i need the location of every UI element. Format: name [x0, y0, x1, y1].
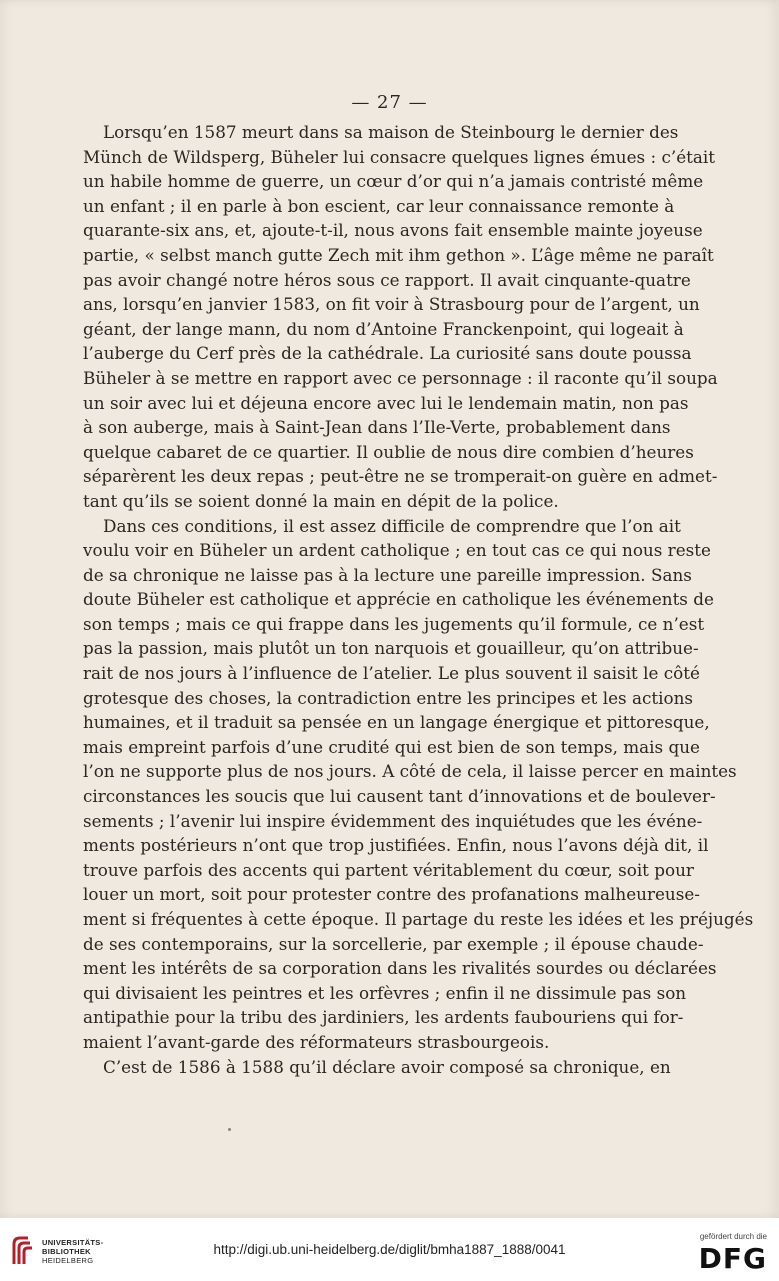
text-line: séparèrent les deux repas ; peut-être ne se tromperait-on guère en admet-: [83, 466, 718, 487]
page-number: — 27 —: [351, 92, 428, 113]
text-line: pas la passion, mais plutôt un ton narquois et gouailleur, qu’on attribue-: [83, 638, 699, 659]
text-line: mais empreint parfois d’une crudité qui est bien de son temps, mais que: [83, 736, 700, 757]
text-line: Lorsqu’en 1587 meurt dans sa maison de Steinbourg le dernier des: [103, 122, 679, 142]
text-line: ments postérieurs n’ont que trop justifiées. Enfin, nous l’avons déjà dit, il: [83, 835, 709, 856]
text-line: à son auberge, mais à Saint-Jean dans l’Ile-Verte, probablement dans: [83, 417, 671, 438]
paragraph-3: [83, 1055, 671, 1080]
text-line: doute Büheler est catholique et apprécie en catholique les événements de: [83, 589, 714, 610]
text-line: humaines, et il traduit sa pensée en un langage énergique et pittoresque,: [83, 712, 710, 733]
text-line: géant, der lange mann, du nom d’Antoine Franckenpoint, qui logeait à: [83, 318, 684, 339]
text-line: antipathie pour la tribu des jardiniers, les ardents faubouriens qui for-: [83, 1007, 684, 1028]
text-line: C’est de 1586 à 1588 qu’il déclare avoir composé sa chronique, en: [103, 1056, 671, 1077]
text-line: l’on ne supporte plus de nos jours. A côté de cela, il laisse percer en maintes: [83, 761, 737, 782]
text-line: un soir avec lui et déjeuna encore avec lui le lendemain matin, non pas: [83, 392, 689, 413]
text-line: maient l’avant-garde des réformateurs strasbourgeois.: [83, 1031, 550, 1052]
text-line: ment si fréquentes à cette époque. Il partage du reste les idées et les préjugés: [83, 909, 754, 929]
page-speck: [228, 1128, 231, 1131]
paragraph-1: [83, 120, 718, 514]
text-line: un habile homme de guerre, un cœur d’or qui n’a jamais contristé même: [83, 171, 704, 192]
paragraph-2: [83, 514, 754, 1055]
library-name-line: UNIVERSITÄTS-: [42, 1238, 104, 1247]
text-line: partie, « selbst manch gutte Zech mit ihm gethon ». L’âge même ne paraît: [83, 244, 714, 265]
text-line: grotesque des choses, la contradiction entre les principes et les actions: [83, 687, 694, 708]
text-line: l’auberge du Cerf près de la cathédrale. La curiosité sans doute poussa: [83, 343, 692, 364]
funder-caption: gefördert durch die: [699, 1232, 767, 1241]
text-line: qui divisaient les peintres et les orfèvres ; enfin il ne dissimule pas son: [83, 982, 687, 1003]
text-line: ans, lorsqu’en janvier 1583, on fit voir à Strasbourg pour de l’argent, un: [83, 294, 700, 315]
text-line: Büheler à se mettre en rapport avec ce personnage : il raconte qu’il soupa: [83, 367, 718, 388]
source-url[interactable]: http://digi.ub.uni-heidelberg.de/diglit/bmha1887_1888/0041: [213, 1242, 566, 1257]
text-line: de ses contemporains, sur la sorcellerie, par exemple ; il épouse chaude-: [83, 933, 704, 954]
text-line: Dans ces conditions, il est assez difficile de comprendre que l’on ait: [103, 515, 681, 536]
body-text: [83, 120, 754, 1079]
text-line: quarante-six ans, et, ajoute-t-il, nous avons fait ensemble mainte joyeuse: [83, 220, 703, 241]
text-line: un enfant ; il en parle à bon escient, car leur connaissance remonte à: [83, 195, 675, 216]
text-line: circonstances les soucis que lui causent tant d’innovations et de boulever-: [83, 786, 716, 807]
text-line: ment les intérêts de sa corporation dans les rivalités sourdes ou déclarées: [83, 958, 717, 979]
dfg-logo: DFG: [698, 1242, 767, 1275]
text-line: Münch de Wildsperg, Büheler lui consacre quelques lignes émues : c’était: [83, 146, 715, 167]
text-line: trouve parfois des accents qui partent véritablement du cœur, soit pour: [83, 859, 694, 880]
text-line: louer un mort, soit pour protester contre des profanations malheureuse-: [83, 884, 700, 905]
text-line: de sa chronique ne laisse pas à la lecture une pareille impression. Sans: [83, 564, 692, 585]
text-line: tant qu’ils se soient donné la main en dépit de la police.: [83, 490, 559, 511]
text-line: quelque cabaret de ce quartier. Il oublie de nous dire combien d’heures: [83, 441, 694, 462]
footer-bar: [0, 1218, 779, 1281]
text-line: voulu voir en Büheler un ardent catholique ; en tout cas ce qui nous reste: [83, 540, 711, 561]
library-name-line: HEIDELBERG: [42, 1256, 94, 1265]
library-name-line: BIBLIOTHEK: [42, 1247, 91, 1256]
text-line: son temps ; mais ce qui frappe dans les jugements qu’il formule, ce n’est: [83, 613, 705, 634]
text-line: sements ; l’avenir lui inspire évidemment des inquiétudes que les événe-: [83, 810, 703, 831]
text-line: rait de nos jours à l’influence de l’atelier. Le plus souvent il saisit le côté: [83, 663, 700, 684]
text-line: pas avoir changé notre héros sous ce rapport. Il avait cinquante-quatre: [83, 269, 691, 290]
